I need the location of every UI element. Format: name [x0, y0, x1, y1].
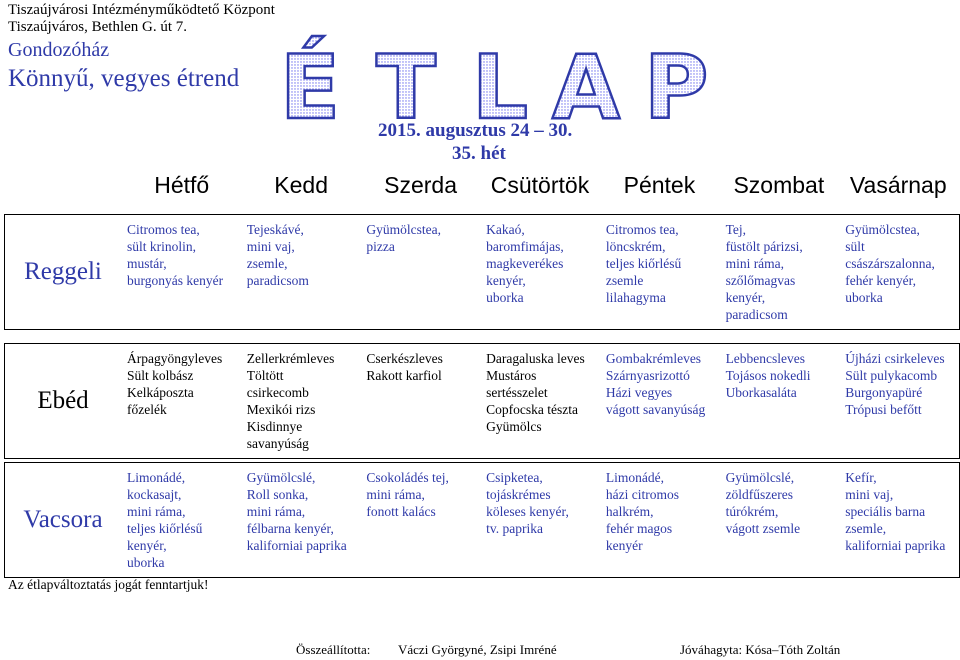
date-range: 2015. augusztus 24 – 30.: [378, 120, 573, 141]
week-number: 35. hét: [452, 143, 506, 164]
meal-label-breakfast: Reggeli: [24, 258, 102, 285]
day-sunday: Vasárnap: [849, 171, 947, 198]
menu-cell: Újházi csirkeleves Sült pulykacomb Burgonyapüré Trópusi befőtt: [845, 351, 945, 417]
etlap-title-art: [276, 34, 710, 126]
title-letter: A: [552, 36, 621, 126]
menu-cell: Gyümölcslé, zöldfűszeres túrókrém, vágott zsemle: [725, 470, 801, 536]
unit-name: Gondozóház: [8, 39, 110, 61]
disclaimer-note: Az étlapváltoztatás jogát fenntartjuk!: [8, 577, 209, 592]
menu-cell: Citromos tea, sült krinolin, mustár, burgonyás kenyér: [127, 222, 224, 288]
day-tuesday: Kedd: [274, 171, 328, 198]
day-monday: Hétfő: [154, 171, 210, 198]
menu-cell: Kefír, mini vaj, speciális barna zsemle, kaliforniai paprika: [845, 470, 946, 553]
day-saturday: Szombat: [733, 171, 825, 198]
menu-cell: Árpagyöngyleves Sült kolbász Kelkáposzta főzelék: [127, 351, 223, 417]
day-thursday: Csütörtök: [490, 171, 590, 198]
menu-cell: Citromos tea, löncskrém, teljes kiőrlésű zsemle lilahagyma: [605, 222, 682, 305]
title-letter: L: [472, 36, 529, 126]
title-letter: É: [280, 36, 341, 126]
diet-type: Könnyű, vegyes étrend: [8, 65, 240, 92]
meal-row-lunch: [4, 343, 960, 459]
title-letter: T: [376, 36, 437, 126]
menu-cell: Gyümölcstea, sült császárszalonna, fehér kenyér, uborka: [845, 222, 935, 305]
day-friday: Péntek: [623, 171, 696, 198]
menu-cell: Gyümölcstea, pizza: [366, 222, 442, 254]
menu-cell: Daragaluska leves Mustáros sertésszelet Copfocska tészta Gyümölcs: [486, 351, 585, 434]
menu-cell: Tej, füstölt párizsi, mini ráma, szőlőmagvas kenyér, paradicsom: [725, 222, 803, 322]
institution-name: Tiszaújvárosi Intézményműködtető Központ: [8, 2, 275, 18]
menu-cell: Gyümölcslé, Roll sonka, mini ráma, félbarna kenyér, kaliforniai paprika: [246, 470, 347, 553]
menu-cell: Zellerkrémleves Töltött csirkecomb Mexikói rizs Kisdinnye savanyúság: [246, 351, 335, 451]
meal-row-dinner: [4, 462, 960, 578]
menu-cell: Lebbencsleves Tojásos nokedli Uborkasaláta: [725, 351, 811, 400]
compiled-by-label: Összeállította:: [296, 642, 371, 657]
meal-label-dinner: Vacsora: [23, 506, 103, 533]
menu-cell: Tejeskávé, mini vaj, zsemle, paradicsom: [246, 222, 309, 288]
menu-cell: Csokoládés tej, mini ráma, fonott kalács: [366, 470, 449, 519]
meal-row-breakfast: [4, 214, 960, 330]
menu-cell: Kakaó, baromfimájas, magkeverékes kenyér, uborka: [486, 222, 564, 305]
day-header-row: [122, 168, 958, 202]
day-wednesday: Szerda: [384, 171, 457, 198]
compiled-by-names: Váczi Györgyné, Zsipi Imréné: [398, 642, 557, 657]
menu-cell: Csipketea, tojáskrémes köleses kenyér, tv. paprika: [486, 470, 569, 536]
meal-label-lunch: Ebéd: [37, 387, 89, 414]
menu-cell: Gombakrémleves Szárnyasrizottó Házi vegyes vágott savanyúság: [605, 351, 706, 417]
approved-by: Jóváhagyta: Kósa–Tóth Zoltán: [680, 642, 841, 657]
menu-cell: Limonádé, házi citromos halkrém, fehér magos kenyér: [605, 470, 679, 553]
title-letter: P: [644, 36, 709, 126]
menu-cell: Cserkészleves Rakott karfiol: [366, 351, 443, 383]
institution-address: Tiszaújváros, Bethlen G. út 7.: [8, 19, 188, 35]
menu-cell: Limonádé, kockasajt, mini ráma, teljes kiőrlésű kenyér, uborka: [127, 470, 203, 570]
